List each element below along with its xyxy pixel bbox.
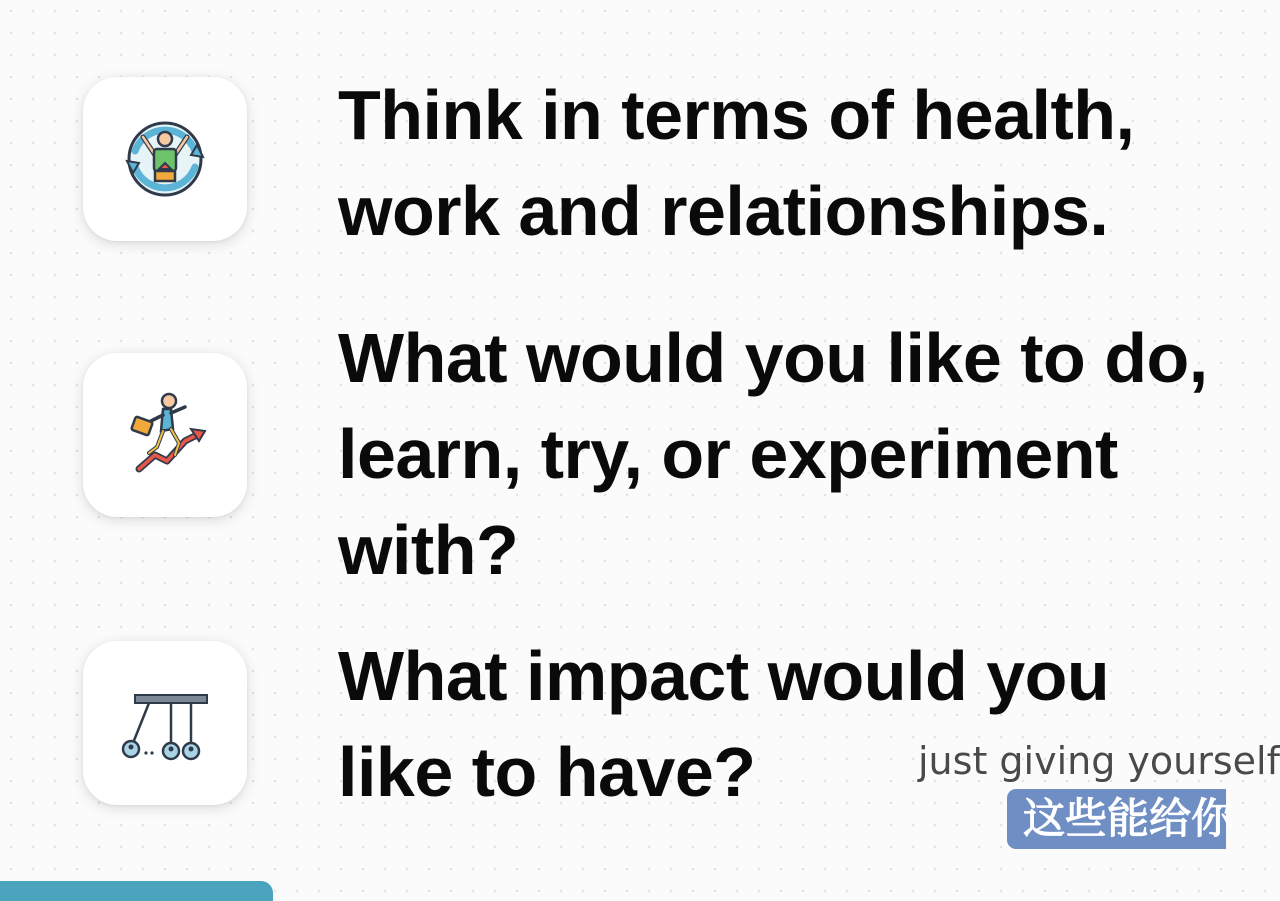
subtitle-chinese: 这些能给你: [1007, 789, 1226, 849]
prompt-line: learn, try, or experiment: [338, 415, 1118, 493]
life-balance-icon-card: [83, 77, 247, 241]
subtitle-english: just giving yourself: [918, 739, 1280, 783]
prompt-do-learn-try: [338, 310, 1208, 598]
video-progress-bar[interactable]: [0, 881, 273, 901]
newtons-cradle-impact-icon-card: [83, 641, 247, 805]
career-growth-icon-card: [83, 353, 247, 517]
prompt-impact: [338, 628, 1109, 820]
prompt-line: with?: [338, 511, 519, 589]
prompt-line: work and relationships.: [338, 172, 1109, 250]
prompt-health-work-relationships: [338, 67, 1134, 259]
prompt-line: What would you like to do,: [338, 319, 1208, 397]
prompt-line: What impact would you: [338, 637, 1110, 715]
career-growth-icon: [115, 385, 215, 485]
newtons-cradle-impact-icon: [115, 673, 215, 773]
prompt-line: like to have?: [338, 733, 756, 811]
prompt-line: Think in terms of health,: [338, 76, 1135, 154]
life-balance-icon: [117, 111, 213, 207]
